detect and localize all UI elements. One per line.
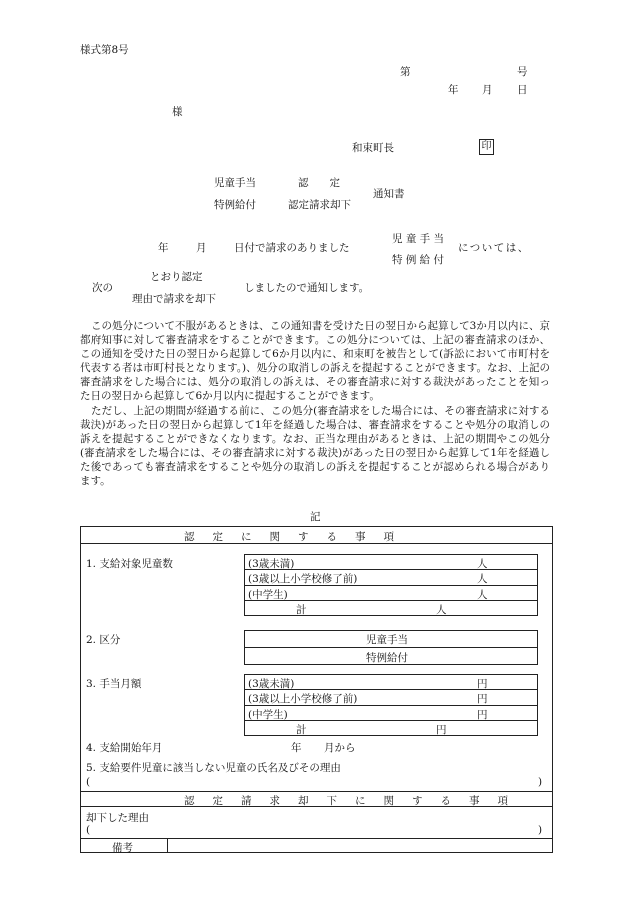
seal-mark: 印 [479, 139, 494, 155]
item3-row-preschool: (3歳以上小学校修了前) [248, 693, 358, 705]
item1-row-under3: (3歳未満) [248, 558, 295, 570]
divider [244, 720, 538, 721]
title-tsuuchisho: 通知書 [373, 188, 405, 200]
rejection-paren-close: ) [538, 824, 543, 836]
item5-paren-open: ( [86, 776, 91, 788]
rejection-reason-label: 却下した理由 [86, 812, 149, 824]
item3-total-unit: 円 [436, 724, 447, 736]
item3-unit: 円 [477, 693, 488, 705]
remarks-label: 備考 [112, 842, 133, 854]
item3-row-junior-high: (中学生) [248, 709, 288, 721]
intro-notify: しましたので通知します。 [244, 282, 370, 294]
title-nintei-kyakka: 認定請求却下 [288, 199, 351, 211]
intro-next: 次の [92, 282, 113, 294]
document-number-go: 号 [517, 66, 528, 78]
item1-label: 1. 支給対象児童数 [86, 558, 173, 570]
ki-label: 記 [310, 511, 321, 523]
item5-paren-close: ) [538, 776, 543, 788]
item3-total-label: 計 [296, 724, 307, 736]
item3-unit: 円 [477, 678, 488, 690]
intro-jidou-teate: 児 童 手 当 [392, 233, 445, 245]
rejection-paren-open: ( [86, 824, 91, 836]
issuer-name: 和束町長 [352, 142, 394, 154]
item1-total-unit: 人 [436, 604, 447, 616]
form-number: 様式第8号 [80, 44, 129, 56]
intro-regarding: については、 [458, 242, 530, 254]
item1-total-label: 計 [296, 604, 307, 616]
title-jidou-teate: 児童手当 [214, 177, 256, 189]
item1-unit: 人 [477, 589, 488, 601]
intro-option-approve: とおり認定 [150, 271, 203, 283]
appeal-paragraph-1: この処分について不服があるときは、この通知書を受けた日の翌日から起算して3か月以内に、京都府知事に対して審査請求をすることができます。この処分については、上記の審査請求のほか、この通知を受けた日の翌日から起算して6か月以内に、和束町を被告として(訴訟において市町村を代表する者は市町村長となります。)、処分の取消しの訴えを提起することができます。なお、上記の審査請求をした場合には、処分の取消しの訴えは、その審査請求に対する裁決があったことを知った日の翌日から起算して6か月以内に提起することができます。 [80, 320, 550, 403]
recipient-sama: 様 [172, 106, 183, 118]
item4-label: 4. 支給開始年月 [86, 742, 163, 754]
intro-dated: 日付で請求のありました [234, 242, 350, 254]
item3-label: 3. 手当月額 [86, 678, 142, 690]
date-day-label: 日 [517, 84, 528, 96]
intro-tokurei-kyufu: 特 例 給 付 [392, 254, 445, 266]
item2-label: 2. 区分 [86, 634, 121, 646]
item3-row-under3: (3歳未満) [248, 678, 295, 690]
intro-month-label: 月 [196, 242, 207, 254]
title-nintei: 認 定 [298, 177, 340, 189]
document-number-dai: 第 [400, 66, 411, 78]
item1-unit: 人 [477, 573, 488, 585]
title-tokurei-kyufu: 特例給付 [214, 199, 256, 211]
intro-year-label: 年 [158, 242, 169, 254]
divider [244, 600, 538, 601]
date-year-label: 年 [448, 84, 459, 96]
item5-label: 5. 支給要件児童に該当しない児童の氏名及びその理由 [86, 762, 341, 774]
section1-title: 認定に関する事項 [184, 531, 412, 543]
divider [167, 838, 168, 853]
item1-row-preschool: (3歳以上小学校修了前) [248, 573, 358, 585]
item3-unit: 円 [477, 709, 488, 721]
divider [80, 838, 553, 839]
appeal-paragraphs [80, 319, 550, 488]
date-month-label: 月 [482, 84, 493, 96]
divider [80, 791, 553, 792]
item1-row-junior-high: (中学生) [248, 589, 288, 601]
item2-option-jidou-teate: 児童手当 [366, 634, 408, 646]
appeal-paragraph-2: ただし、上記の期間が経過する前に、この処分(審査請求をした場合には、その審査請求に対する裁決)があった日の翌日から起算して1年を経過した場合は、審査請求をすることや処分の取消しの訴えを提起することができなくなります。なお、正当な理由があるときは、上記の期間やこの処分(審査請求をした場合には、その審査請求に対する裁決)があった日の翌日から起算して1年を経過した後であっても審査請求をすることや処分の取消しの訴えを提起することが認められる場合があります。 [80, 404, 550, 488]
section2-title: 認定請求却下に関する事項 [184, 795, 526, 807]
item1-unit: 人 [477, 558, 488, 570]
item4-from-month: 月から [324, 742, 356, 754]
item2-option-tokurei-kyufu: 特例給付 [366, 652, 408, 664]
item4-year-label: 年 [291, 742, 302, 754]
intro-option-reject: 理由で請求を却下 [132, 293, 216, 305]
divider [244, 647, 538, 648]
